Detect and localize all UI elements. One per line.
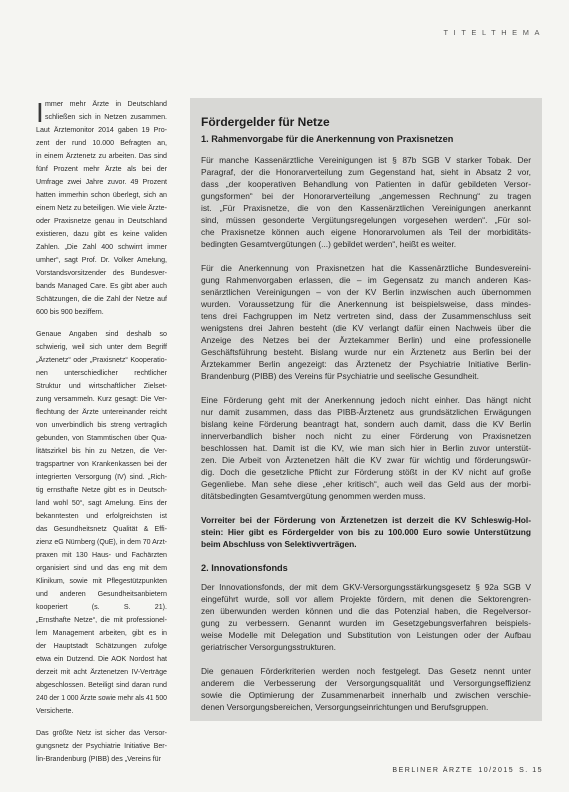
text-line xyxy=(36,393,167,406)
text-line-content: Eine Förderung geht mit der Anerkennung jedoch nicht einher. Das hängt nicht xyxy=(201,395,531,405)
text-line-content: bislang keine Förderung beantragt hat, sondern auch damit, dass die KV Berlin xyxy=(201,419,531,429)
paragraph xyxy=(201,394,531,502)
text-line xyxy=(36,293,167,306)
text-line-content: nur damit zusammen, dass das PIBB-Ärztenetz aus grundsätzlichen Erwägungen xyxy=(201,407,531,417)
text-line-content: etwa ein Dutzend. Die AOK Nordost hat xyxy=(36,655,167,663)
text-line-content: organisiert sind und das eng mit dem xyxy=(36,564,167,572)
text-line-content: land wohl 50“, sagt Amelung. Eins der xyxy=(36,499,167,507)
text-line-content: senärztlichen Vereinigungen – von der KV Berlin inzwischen auch übernommen xyxy=(201,287,531,297)
text-line-content: 240 der 1 000 Ärzte sowie mehr als 41 500 xyxy=(36,694,167,702)
text-line-content: Struktur und wirtschaftlicher Zielset- xyxy=(36,382,167,390)
paragraph xyxy=(201,262,531,382)
text-line-content: abgeschlossen. Beteiligt sind daran rund xyxy=(36,681,167,689)
text-line-content: 600 bis 900 beziffern. xyxy=(36,308,104,316)
text-line-content: beschlossen hat. Damit ist die KV, wie man sich hier in Berlin zuvor unterstüt- xyxy=(201,443,531,453)
text-line xyxy=(201,406,531,418)
text-line xyxy=(36,150,167,163)
text-line-content: che Praxisnetze können auch eigene Honorarvolumen als Teil der morbiditäts- xyxy=(201,227,531,237)
drop-cap: I xyxy=(36,97,44,128)
text-line xyxy=(201,238,531,250)
text-line-content: und anderen Gesundheitsanbietern xyxy=(36,590,167,598)
text-line xyxy=(36,111,167,124)
paragraph xyxy=(201,665,531,713)
text-line xyxy=(201,178,531,190)
text-line-content: stein: Hier gibt es Fördergelder von bis zu 100.000 Euro sowie Unterstützung xyxy=(201,527,531,537)
box-section-body xyxy=(201,581,531,713)
text-line xyxy=(36,666,167,679)
text-line-content: Klinikum, sowie mit Pflegestützpunkten xyxy=(36,577,167,585)
text-line-content: das Gesundheitsnetz Qualität & Effi- xyxy=(36,525,167,533)
text-line-content: Brandenburg (PIBB) des Vereins für Psychiatrie und seelische Gesundheit. xyxy=(201,371,479,381)
text-line xyxy=(36,614,167,627)
page-footer xyxy=(392,767,543,774)
text-line xyxy=(36,137,167,150)
info-box xyxy=(190,98,542,721)
text-line-content: bekanntesten und erfolgreichsten ist xyxy=(36,512,167,520)
text-line xyxy=(201,514,531,526)
text-line-content: mmer mehr Ärzte in Deutschland xyxy=(45,100,167,108)
text-line-content: tens drei Fachgruppen im Netz vertreten sind, dass der Zusammenschluss seit xyxy=(201,311,531,321)
text-line-content: Ärztekammer Berlin angezeigt: das Ärztenetz der Psychiatrie Initiative Berlin- xyxy=(201,359,531,369)
text-line xyxy=(36,640,167,653)
text-line xyxy=(36,189,167,202)
box-section-heading: 1. Rahmenvorgabe für die Anerkennung von Praxisnetzen xyxy=(201,134,454,144)
text-line xyxy=(36,202,167,215)
text-line-content: fünf Prozent mehr Ärzte als bei der xyxy=(36,165,167,173)
text-line-content: tragspartner von Krankenkassen bei der xyxy=(36,460,167,468)
paragraph xyxy=(36,98,167,319)
text-line xyxy=(201,430,531,442)
text-line-content: Gegenliebe. Man sehe diese „eher kritisch“, auch weil das Geld aus der morbi- xyxy=(201,479,531,489)
text-line xyxy=(201,418,531,430)
text-line-content: Anzeige des Netzes bei der Ärztekammer Berlin) und eine professionelle xyxy=(201,335,531,345)
text-line xyxy=(201,214,531,226)
text-line-content: integrierten Versorgung (IV) sind. „Rich- xyxy=(36,473,167,481)
text-line xyxy=(201,310,531,322)
text-line-content: dig. Doch die gesetzliche Pflicht zur Förderung stößt in der KV nicht auf große xyxy=(201,467,531,477)
text-line-content: existieren, dazu gibt es keine validen xyxy=(36,230,167,238)
text-line xyxy=(36,176,167,189)
text-line xyxy=(36,549,167,562)
text-line xyxy=(201,526,531,538)
text-line-content: Geschäftsführung besteht. Bislang wurde nur ein Ärztenetz aus Berlin bei der xyxy=(201,347,531,357)
text-line-content: Laut Ärztemonitor 2014 gaben 19 Pro- xyxy=(36,126,167,134)
text-line xyxy=(201,166,531,178)
box-section-body xyxy=(201,154,531,550)
text-line-content: derzeit mit acht Ärztenetzen IV-Verträge xyxy=(36,668,167,676)
text-line-content: Schätzungen, die die Zahl der Netze auf xyxy=(36,295,167,303)
text-line xyxy=(36,692,167,705)
paragraph xyxy=(36,727,167,766)
text-line xyxy=(201,617,531,629)
text-line-content: gebunden, von Stammtischen über Qua- xyxy=(36,434,167,442)
text-line-content: gung Rahmenvorgaben erlassen, die – im Gegensatz zu manch anderen Kas- xyxy=(201,275,531,285)
text-line xyxy=(201,286,531,298)
text-line-content: Die genauen Förderkriterien werden noch festgelegt. Das Gesetz nennt unter xyxy=(201,666,531,676)
text-line xyxy=(36,727,167,740)
text-line-content: zent der rund 10.000 Befragten an, xyxy=(36,139,167,147)
text-line xyxy=(36,254,167,267)
text-line-content: Für die Anerkennung von Praxisnetzen hat die Kassenärztliche Bundesvereini- xyxy=(201,263,531,273)
text-line xyxy=(201,226,531,238)
text-line-content: Das größte Netz ist sicher das Versor- xyxy=(36,729,167,737)
text-line xyxy=(201,346,531,358)
text-line xyxy=(201,538,531,550)
text-line-content: einem Netz zu beteiligen. Wie viele Ärzte- xyxy=(36,204,167,212)
text-line-content: ist. „Für Praxisnetze, die von den Kassenärztlichen Vereinigungen anerkannt xyxy=(201,203,531,213)
text-line-content: Zahlen. „Die Zahl 400 schwirrt immer xyxy=(36,243,167,251)
text-line xyxy=(36,562,167,575)
text-line-content: lin-Brandenburg (PIBB) des „Vereins für xyxy=(36,755,161,763)
text-line xyxy=(36,740,167,753)
text-line-content: gungsformen“ bei der Honorarverteilung „angemessen Rechnung“ zu tragen xyxy=(201,191,531,201)
text-line-content: kooperiert (s. S. 21). xyxy=(36,603,167,611)
text-line xyxy=(36,267,167,280)
text-line-content: nen unterschiedlicher rechtlicher xyxy=(36,369,167,377)
text-line xyxy=(201,334,531,346)
text-line xyxy=(36,419,167,432)
text-line xyxy=(201,593,531,605)
text-line-content: eingeführt wurde, soll vor allem Projekte fördern, mit denen die Sektorengren- xyxy=(201,594,531,604)
text-line xyxy=(201,322,531,334)
text-line xyxy=(36,367,167,380)
text-line xyxy=(36,653,167,666)
text-line-content: Paragraf, der die Honorarverteilung zum Gegenstand hat, sieht in Absatz 2 vor, xyxy=(201,167,531,177)
text-line xyxy=(201,677,531,689)
text-line xyxy=(36,280,167,293)
text-line xyxy=(36,523,167,536)
box-title: Fördergelder für Netze xyxy=(201,115,330,129)
text-line-content: zen überwunden werden können und die das Potenzial haben, die Regelversor- xyxy=(201,606,531,616)
text-line xyxy=(201,701,531,713)
text-line-content: bedingten Gesamtvergütungen (...) gebildet werden“, heißt es weiter. xyxy=(201,239,457,249)
text-line-content: innerverbandlich bisher noch nicht zu einer Förderung von Praxisnetzen xyxy=(201,431,531,441)
text-line xyxy=(201,689,531,701)
text-line xyxy=(36,432,167,445)
text-line xyxy=(201,466,531,478)
text-line-content: bands Managed Care. Es gibt aber auch xyxy=(36,282,167,290)
text-line xyxy=(36,241,167,254)
text-line-content: in einem Ärztenetz zu arbeiten. Das sind xyxy=(36,152,167,160)
article-body xyxy=(36,98,167,766)
text-line xyxy=(36,471,167,484)
text-line xyxy=(201,370,531,382)
text-line xyxy=(36,536,167,549)
text-line xyxy=(36,354,167,367)
text-line xyxy=(201,581,531,593)
text-line xyxy=(36,497,167,510)
text-line xyxy=(201,490,531,502)
paragraph xyxy=(201,514,531,550)
text-line-content: geriatrischer Versorgungsstrukturen. xyxy=(201,642,336,652)
text-line xyxy=(36,228,167,241)
text-line xyxy=(36,328,167,341)
text-line xyxy=(201,394,531,406)
text-line xyxy=(201,442,531,454)
text-line xyxy=(36,705,167,718)
text-line-content: oder Praxisnetze genau in Deutschland xyxy=(36,217,167,225)
text-line-content: zung versammeln. Kurz gesagt: Die Ver- xyxy=(36,395,167,403)
text-line-content: hatten immerhin schon überlegt, sich an xyxy=(36,191,167,199)
text-line xyxy=(201,665,531,677)
text-line-content: sowie die Optimierung der Zusammenarbeit innerhalb und zwischen verschie- xyxy=(201,690,531,700)
text-line xyxy=(201,190,531,202)
text-line xyxy=(36,380,167,393)
text-line-content: Genaue Angaben sind deshalb so xyxy=(36,330,167,338)
text-line xyxy=(201,202,531,214)
box-section-heading: 2. Innovationsfonds xyxy=(201,563,288,573)
text-line xyxy=(36,575,167,588)
text-line-content: gung zu verbessern. Genannt wurden im Gesetzgebungsverfahren beispiels- xyxy=(201,618,531,628)
text-line-content: sind, müssen gesonderte Vergütungsregelungen vorgesehen werden“. „Für sol- xyxy=(201,215,531,225)
text-line xyxy=(201,478,531,490)
text-line-content: gungsnetz der Psychiatrie Initiative Ber- xyxy=(36,742,167,750)
text-line xyxy=(201,641,531,653)
text-line xyxy=(36,679,167,692)
text-line-content: anderem die Verbesserung der Versorgungsqualität und Versorgungseffizienz xyxy=(201,678,531,688)
text-line-content: Vorreiter bei der Förderung von Ärztenetzen ist derzeit die KV Schleswig-Hol- xyxy=(201,515,531,525)
text-line-content: flechtung der Ärzte untereinander reicht xyxy=(36,408,167,416)
text-line xyxy=(36,445,167,458)
text-line-content: wurden. Voraussetzung für die Anerkennung ist beispielsweise, dass mindes- xyxy=(201,299,531,309)
text-line-content: litätszirkel bis hin zu Netzen, die Ver- xyxy=(36,447,167,455)
text-line-content: beim Abschluss von Selektivverträgen. xyxy=(201,539,357,549)
text-line xyxy=(36,458,167,471)
text-line xyxy=(36,484,167,497)
text-line xyxy=(36,306,167,319)
text-line xyxy=(201,605,531,617)
text-line-content: lem Management arbeiten, gibt es in xyxy=(36,629,167,637)
text-line-content: Umfrage zwei Jahre zuvor. 49 Prozent xyxy=(36,178,167,186)
text-line-content: zen. Die Arbeit von Ärztenetzen hält die KV zwar für wichtig und förderungswür- xyxy=(201,455,531,465)
text-line-content: Versicherte. xyxy=(36,707,74,715)
text-line xyxy=(36,753,167,766)
text-line-content: „Ärztenetz“ oder „Praxisnetz“ Kooperatio- xyxy=(36,356,167,364)
page-number: S. 15 xyxy=(519,767,543,774)
text-line xyxy=(201,262,531,274)
text-line xyxy=(36,406,167,419)
text-line-content: praxen mit 130 Haus- und Fachärzten xyxy=(36,551,167,559)
text-line-content: denen Versorgungsbereichen, Versorgungseinrichtungen und Berufsgruppen. xyxy=(201,702,489,712)
text-line-content: schließen sich in Netzen zusammen. xyxy=(45,113,167,121)
text-line-content: Der Innovationsfonds, der mit dem GKV-Versorgungsstärkungsgesetz § 92a SGB V xyxy=(201,582,531,592)
text-line xyxy=(201,274,531,286)
magazine-name: BERLINER ÄRZTE xyxy=(392,767,474,774)
text-line-content: schwierig, weil sich unter dem Begriff xyxy=(36,343,167,351)
text-line-content: umher“, sagt Prof. Dr. Volker Amelung, xyxy=(36,256,167,264)
text-line xyxy=(201,298,531,310)
text-line-content: Vorstandsvorsitzender des Bundesver- xyxy=(36,269,167,277)
text-line xyxy=(36,627,167,640)
paragraph xyxy=(201,154,531,250)
text-line-content: der Hauptstadt Schätzungen zufolge xyxy=(36,642,167,650)
issue-number: 10/2015 xyxy=(478,767,515,774)
text-line xyxy=(36,601,167,614)
text-line xyxy=(36,588,167,601)
text-line xyxy=(36,510,167,523)
text-line-content: von unverbindlich bis streng vertraglich xyxy=(36,421,167,429)
text-line xyxy=(36,341,167,354)
text-line xyxy=(36,124,167,137)
text-line xyxy=(36,215,167,228)
box-section-rahmenvorgabe xyxy=(201,133,531,550)
text-line-content: ditätsbedingten Gesamtvergütung genommen werden muss. xyxy=(201,491,426,501)
text-line-content: „Ernsthafte Netze“, die mit professionel- xyxy=(36,616,167,624)
text-line-content: wenigstens drei Jahren besteht (die KV verlangt dafür einen Nachweis über die xyxy=(201,323,531,333)
text-line xyxy=(36,98,167,111)
text-line-content: weise Modelle mit Delegation und Substitution von Leistungen oder der Aufbau xyxy=(201,630,531,640)
text-line-content: tig ernsthafte Netze gibt es in Deutsch- xyxy=(36,486,167,494)
text-line xyxy=(36,163,167,176)
text-line-content: dass „der kooperativen Behandlung von Patienten in dafür gebildeten Versor- xyxy=(201,179,531,189)
box-section-innovationsfonds xyxy=(201,562,531,713)
section-label: TITELTHEMA xyxy=(443,28,545,37)
text-line xyxy=(201,358,531,370)
text-line-content: Für manche Kassenärztliche Vereinigungen ist § 87b SGB V starker Tobak. Der xyxy=(201,155,531,165)
paragraph xyxy=(36,328,167,718)
text-line xyxy=(201,629,531,641)
paragraph xyxy=(201,581,531,653)
text-line xyxy=(201,454,531,466)
text-line-content: zienz eG Nürnberg (QuE), in dem 70 Arzt- xyxy=(36,538,167,546)
text-line xyxy=(201,154,531,166)
